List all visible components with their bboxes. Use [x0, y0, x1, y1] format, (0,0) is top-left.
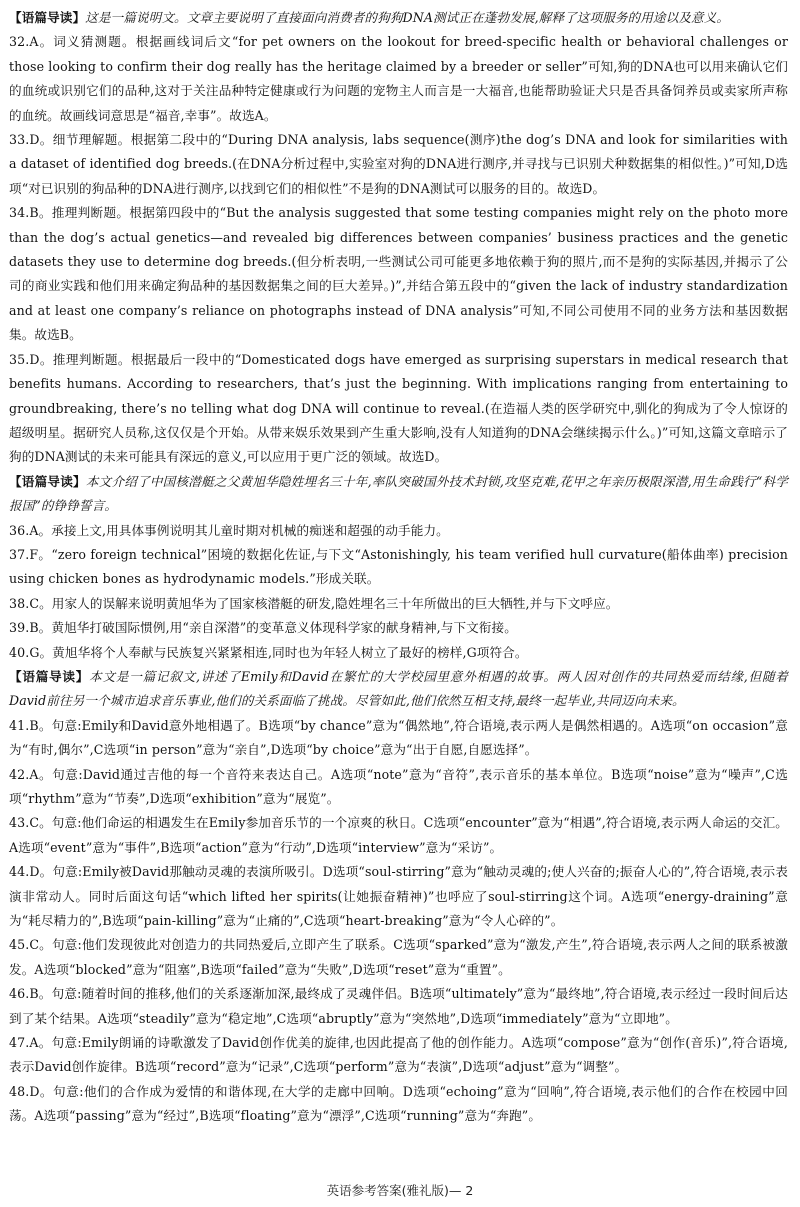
page-footer: 英语参考答案(雅礼版)— 2	[326, 1183, 474, 1198]
answer-42: 42.A。句意:David通过吉他的每一个音符来表达自己。A选项“note”意为“音符”,表示音乐的基本单位。B选项“noise”意为“噪声”,C选项“rhythm”意为“节奏”,D选项“exhibition”意为“展览”。	[9, 766, 788, 806]
answer-38: 38.C。用家人的误解来说明黄旭华为了国家核潜艇的研发,隐姓埋名三十年所做出的巨大牺牲,并与下文呼应。	[9, 595, 619, 611]
answer-45: 45.C。句意:他们发现彼此对创造力的共同热爱后,立即产生了联系。C选项“sparked”意为“激发,产生”,符合语境,表示两人之间的联系被激发。A选项“blocked”意为“阻塞”,B选项“failed”意为“失败”,D选项“reset”意为“重置”。	[9, 937, 788, 977]
guide-tag: 【语篇导读】	[9, 10, 86, 25]
page-content	[9, 6, 788, 1129]
guide-tag: 【语篇导读】	[9, 473, 86, 489]
guide-text: 这是一篇说明文。文章主要说明了直接面向消费者的狗狗DNA测试正在蓬勃发展,解释了这项服务的用途以及意义。	[85, 10, 730, 25]
answer-41: 41.B。句意:Emily和David意外地相遇了。B选项“by chance”意为“偶然地”,符合语境,表示两人是偶然相遇的。A选项“on occasion”意为“有时,偶尔”,C选项“in person”意为“亲自”,D选项“by choice”意为“出于自愿,自愿选择”。	[9, 717, 788, 758]
answer-43: 43.C。句意:他们命运的相遇发生在Emily参加音乐节的一个凉爽的秋日。C选项“encounter”意为“相遇”,符合语境,表示两人命运的交汇。A选项“event”意为“事件”,B选项“action”意为“行动”,D选项“interview”意为“采访”。	[9, 815, 788, 855]
answer-47: 47.A。句意:Emily朗诵的诗歌激发了David创作优美的旋律,也因此提高了他的创作能力。A选项“compose”意为“创作(音乐)”,符合语境,表示David创作旋律。B选项“record”意为“记录”,C选项“perform”意为“表演”,D选项“adjust”意为“调整”。	[9, 1035, 788, 1075]
answer-34: 34.B。推理判断题。根据第四段中的“But the analysis suggested that some testing companies might rely on the photo more than the dog’s actual genetics—and revealed big differences between companies’ business practices and the genetic datasets they use to determine dog breeds.(但分析表明,一些测试公司可能更多地依赖于狗的照片,而不是狗的实际基因,并揭示了公司的商业实践和他们用来确定狗品种的基因数据集之间的巨大差异。)”,并结合第五段中的“given the lack of industry standardization and at least one company’s reliance on photographs instead of DNA analysis”可知,不同公司使用不同的业务方法和基因数据集。故选B。	[9, 205, 788, 343]
answer-32: 32.A。词义猜测题。根据画线词后文“for pet owners on the lookout for breed-specific health or behavioral challenges or those looking to confirm their dog really has the heritage claimed by a breeder or seller”可知,狗的DNA也可以用来确认它们的血统或识别它们的品种,这对于关注品种特定健康或行为问题的宠物主人而言是一大福音,也能帮助验证犬只是否具备饲养员或卖家所声称的血统。故画线词意思是“福音,幸事”。故选A。	[9, 34, 788, 123]
reading-guide-2	[9, 470, 788, 519]
answer-44: 44.D。句意:Emily被David那触动灵魂的表演所吸引。D选项“soul-stirring”意为“触动灵魂的;使人兴奋的;振奋人心的”,符合语境,表示表演非常动人。同时后面这句话“which lifted her spirits(让她振奋精神)”也呼应了soul-stirring这个词。A选项“energy-draining”意为“耗尽精力的”,B选项“pain-killing”意为“止痛的”,C选项“heart-breaking”意为“令人心碎的”。	[9, 864, 788, 929]
answer-35: 35.D。推理判断题。根据最后一段中的“Domesticated dogs have emerged as surprising superstars in medical research that benefits humans. According to researchers, that’s just the beginning. With implications ranging from entertaining to groundbreaking, there’s no telling what dog DNA will continue to reveal.(在造福人类的医学研究中,驯化的狗成为了令人惊讶的超级明星。据研究人员称,这仅仅是个开始。从带来娱乐效果到产生重大影响,没有人知道狗的DNA会继续揭示什么。)”可知,这篇文章暗示了狗的DNA测试的未来可能具有深远的意义,可以应用于更广泛的领域。故选D。	[9, 351, 788, 465]
guide-text: 本文介绍了中国核潜艇之父黄旭华隐姓埋名三十年,率队突破国外技术封锁,攻坚克难,花甲之年亲历极限深潜,用生命践行“科学报国”的铮铮誓言。	[9, 473, 788, 514]
answer-48: 48.D。句意:他们的合作成为爱情的和谐体现,在大学的走廊中回响。D选项“echoing”意为“回响”,符合语境,表示他们的合作在校园中回荡。A选项“passing”意为“经过”,B选项“floating”意为“漂浮”,C选项“running”意为“奔跑”。	[9, 1083, 788, 1124]
answer-37: 37.F。“zero foreign technical”困境的数据化佐证,与下文“Astonishingly, his team verified hull curvature(船体曲率) precision using chicken bones as hydrodynamic models.”形成关联。	[9, 546, 788, 587]
answer-33: 33.D。细节理解题。根据第二段中的“During DNA analysis, labs sequence(测序)the dog’s DNA and look for similarities with a dataset of identified dog breeds.(在DNA分析过程中,实验室对狗的DNA进行测序,并寻找与已识别犬种数据集的相似性。)”可知,D选项“对已识别的狗品种的DNA进行测序,以找到它们的相似性”不是狗的DNA测试可以服务的目的。故选D。	[9, 132, 788, 196]
guide-text: 本文是一篇记叙文,讲述了Emily和David在繁忙的大学校园里意外相遇的故事。两人因对创作的共同热爱而结缘,但随着David前往另一个城市追求音乐事业,他们的关系面临了挑战。尽管如此,他们依然互相支持,最终一起毕业,共同迈向未来。	[9, 668, 788, 709]
answer-46: 46.B。句意:随着时间的推移,他们的关系逐渐加深,最终成了灵魂伴侣。B选项“ultimately”意为“最终地”,符合语境,表示经过一段时间后达到了某个结果。A选项“steadily”意为“稳定地”,C选项“abruptly”意为“突然地”,D选项“immediately”意为“立即地”。	[9, 986, 788, 1026]
reading-guide-3	[9, 665, 788, 714]
answer-40: 40.G。黄旭华将个人奉献与民族复兴紧紧相连,同时也为年轻人树立了最好的榜样,G项符合。	[9, 644, 528, 660]
answer-36: 36.A。承接上文,用具体事例说明其儿童时期对机械的痴迷和超强的动手能力。	[9, 522, 449, 538]
answer-39: 39.B。黄旭华打破国际惯例,用“亲自深潜”的变革意义体现科学家的献身精神,与下文衔接。	[9, 620, 517, 636]
reading-guide-1	[9, 6, 788, 30]
guide-tag: 【语篇导读】	[9, 668, 90, 684]
